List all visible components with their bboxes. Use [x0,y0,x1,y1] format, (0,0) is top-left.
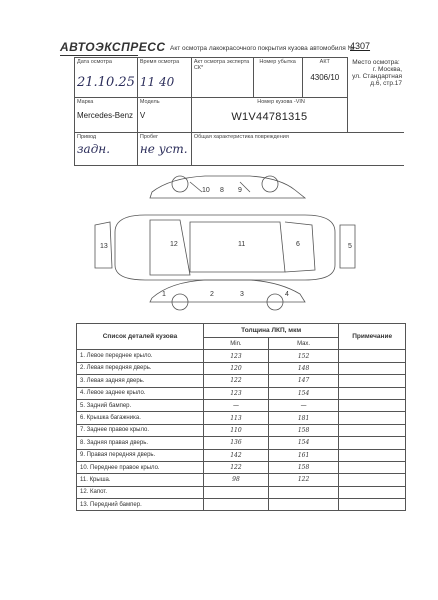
time-cell: Время осмотра 11 40 [137,58,191,98]
diagram-num-3: 3 [240,291,244,298]
col-parts-header: Список деталей кузова [77,324,204,350]
part-name: 2. Левая передняя дверь. [77,362,204,374]
max-value: 161 [268,449,338,461]
part-name: 5. Задний бампер. [77,399,204,411]
wheel-top-left [172,176,188,192]
side-view-bottom [150,280,305,302]
loss-cell: Номер убытка [253,58,302,98]
diagram-num-4: 4 [285,291,289,298]
note-cell [339,499,406,511]
place-cell: Место осмотра: г. Москва, ул. Стандартная д.6, стр.17 [352,58,402,87]
company-logo: АВТОЭКСПРЕСС [60,40,166,54]
max-value [268,486,338,498]
max-value: 158 [268,424,338,436]
table-row [77,474,406,486]
table-row [77,461,406,473]
note-cell [339,474,406,486]
table-row [77,399,406,411]
min-value: 98 [204,474,269,486]
drive-value: задн. [77,142,111,156]
vin-value: W1V44781315 [231,111,308,123]
max-value: 147 [268,375,338,387]
parts-rows [77,350,406,511]
mileage-cell: Пробег не уст. [137,133,191,166]
wheel-top-right [262,176,278,192]
parts-table [76,323,406,511]
note-cell [339,362,406,374]
col-thickness-header: Толщина ЛКП, мкм [204,324,339,338]
damage-cell: Общая характеристика повреждения [191,133,404,166]
col-note-header: Примечание [339,324,406,350]
model-value: V [139,111,146,120]
part-name: 10. Переднее правое крыло. [77,461,204,473]
max-value: 158 [268,461,338,473]
note-cell [339,375,406,387]
brand-value: Mercedes-Benz [77,111,134,120]
min-value: 123 [204,350,269,362]
note-cell [339,449,406,461]
diagram-num-11: 11 [238,241,246,248]
drive-cell: Привод задн. [75,133,138,166]
table-row [77,350,406,362]
diagram-num-2: 2 [210,291,214,298]
table-row [77,387,406,399]
act-cell: АКТ 4306/10 [302,58,347,98]
max-value [268,499,338,511]
min-value: 122 [204,461,269,473]
table-row [77,499,406,511]
diagram-num-5: 5 [348,243,352,250]
diagram-num-9: 9 [238,187,242,194]
note-cell [339,486,406,498]
max-value: 181 [268,412,338,424]
max-value: 152 [268,350,338,362]
min-value: 110 [204,424,269,436]
table-row [77,362,406,374]
table-row [77,412,406,424]
part-name: 1. Левое переднее крыло. [77,350,204,362]
trunk-outline [285,222,315,272]
logo-underline [60,55,138,56]
min-value: — [204,399,269,411]
mileage-value: не уст. [139,142,188,156]
col-min-header: Min. [204,338,269,350]
diagram-num-10: 10 [202,187,210,194]
max-value: 122 [268,474,338,486]
diagram-num-13: 13 [100,243,108,250]
document-title: Акт осмотра лакокрасочного покрытия кузова автомобиля № [170,45,355,52]
act-value: 4306/10 [310,73,340,82]
car-diagram [90,170,360,315]
part-name: 8. Задняя правая дверь. [77,437,204,449]
note-cell [339,424,406,436]
expert-cell: Акт осмотра эксперта СК* [191,58,253,98]
table-row [77,449,406,461]
min-value: 120 [204,362,269,374]
date-value: 21.10.25 [77,75,135,90]
part-name: 3. Левая задняя дверь. [77,375,204,387]
min-value: 123 [204,387,269,399]
table-row [77,424,406,436]
col-max-header: Max. [268,338,338,350]
note-cell [339,350,406,362]
note-cell [339,461,406,473]
note-cell [339,437,406,449]
max-value: — [268,399,338,411]
part-name: 6. Крышка багажника. [77,412,204,424]
note-cell [339,399,406,411]
part-name: 7. Заднее правое крыло. [77,424,204,436]
note-cell [339,387,406,399]
model-cell: Модель V [137,98,191,133]
part-name: 13. Передний бампер. [77,499,204,511]
min-value [204,486,269,498]
max-value: 154 [268,437,338,449]
table-row [77,486,406,498]
min-value: 122 [204,375,269,387]
part-name: 12. Капот. [77,486,204,498]
min-value: 142 [204,449,269,461]
part-name: 9. Правая передняя дверь. [77,449,204,461]
part-name: 4. Левое заднее крыло. [77,387,204,399]
date-cell: Дата осмотра 21.10.25 [75,58,138,98]
diagram-num-6: 6 [296,241,300,248]
diagram-num-8: 8 [220,187,224,194]
part-name: 11. Крыша. [77,474,204,486]
top-view-body [115,215,335,280]
min-value [204,499,269,511]
header-table [74,57,404,166]
table-row [77,375,406,387]
max-value: 154 [268,387,338,399]
note-cell [339,412,406,424]
vin-cell: Номер кузова -VIN W1V44781315 [191,98,347,133]
diagram-num-1: 1 [162,291,166,298]
brand-cell: Марка Mercedes-Benz [75,98,138,133]
act-number: 4307 [350,41,371,51]
time-value: 11 40 [139,75,175,89]
table-row [77,437,406,449]
max-value: 148 [268,362,338,374]
min-value: 113 [204,412,269,424]
diagram-num-12: 12 [170,241,178,248]
min-value: 136 [204,437,269,449]
